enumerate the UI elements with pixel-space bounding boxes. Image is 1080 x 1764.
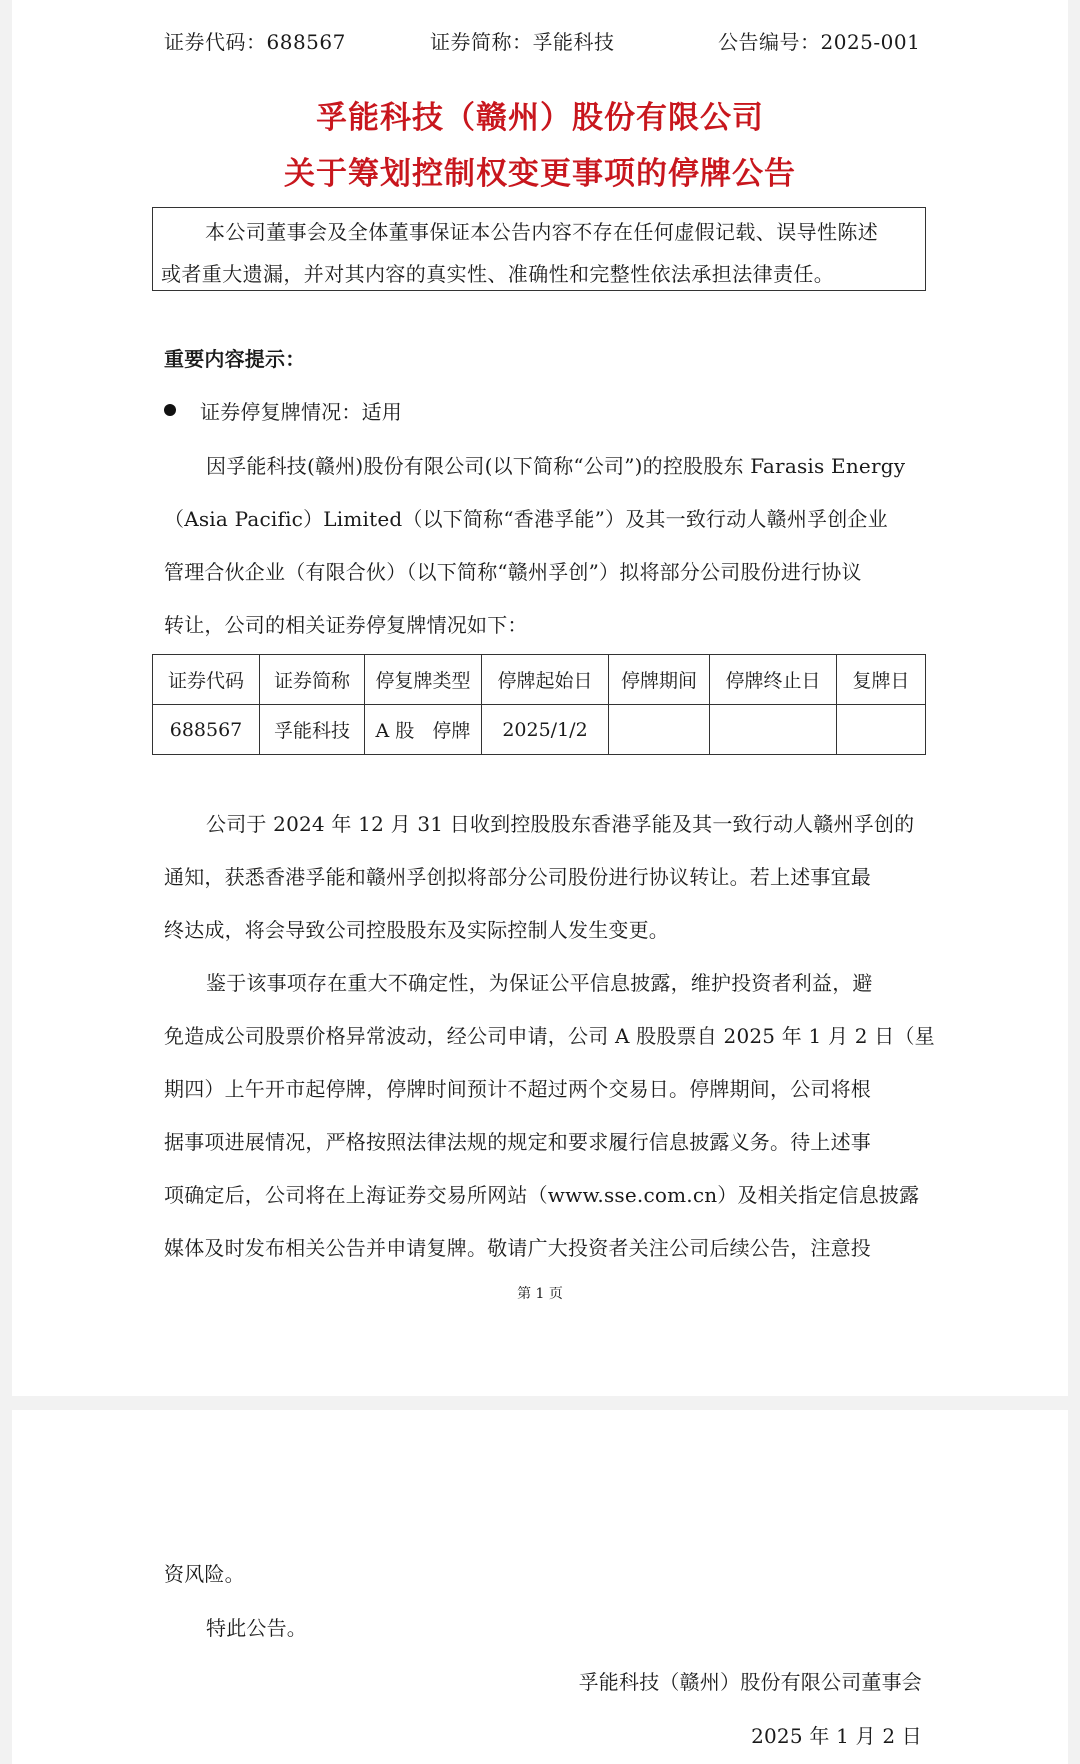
bullet-suspension-status: 证券停复牌情况：适用	[200, 400, 402, 424]
table-header-cell: 停牌终止日	[710, 655, 837, 705]
continuation-text: 资风险。	[164, 1562, 245, 1586]
table-row	[153, 705, 926, 755]
security-abbreviation: 证券简称：孚能科技	[430, 30, 615, 54]
suspension-table	[152, 654, 926, 755]
page-number: 第 1 页	[517, 1286, 563, 1302]
table-cell	[837, 705, 926, 755]
table-cell: 孚能科技	[260, 705, 365, 755]
table-cell: 688567	[153, 705, 260, 755]
bullet-icon	[164, 404, 176, 416]
document-page-2	[12, 1410, 1068, 1764]
notice-number: 公告编号：2025-001	[718, 30, 921, 54]
security-code: 证券代码：688567	[164, 30, 346, 54]
document-page-1	[12, 0, 1068, 1396]
para1-line-1: 因孚能科技(赣州)股份有限公司(以下简称“公司”)的控股股东 Farasis Energy	[206, 454, 906, 478]
para3-line-1: 鉴于该事项存在重大不确定性，为保证公平信息披露，维护投资者利益，避	[206, 971, 873, 995]
para3-line-5: 项确定后，公司将在上海证券交易所网站（www.sse.com.cn）及相关指定信息披露	[164, 1183, 920, 1207]
para2-line-1: 公司于 2024 年 12 月 31 日收到控股股东香港孚能及其一致行动人赣州孚创的	[206, 812, 915, 836]
para1-line-4: 转让，公司的相关证券停复牌情况如下：	[164, 613, 528, 637]
para1-line-2: （Asia Pacific）Limited（以下简称“香港孚能”）及其一致行动人赣州孚创企业	[164, 507, 888, 531]
table-cell	[710, 705, 837, 755]
important-heading: 重要内容提示：	[164, 347, 306, 371]
table-header-cell: 证券简称	[260, 655, 365, 705]
para3-line-3: 期四）上午开市起停牌，停牌时间预计不超过两个交易日。停牌期间，公司将根	[164, 1077, 871, 1101]
table-header-row	[153, 655, 926, 705]
declaration-box	[152, 207, 926, 291]
table-cell: 2025/1/2	[482, 705, 609, 755]
para3-line-4: 据事项进展情况，严格按照法律法规的规定和要求履行信息披露义务。待上述事	[164, 1130, 871, 1154]
para2-line-2: 通知，获悉香港孚能和赣州孚创拟将部分公司股份进行协议转让。若上述事宜最	[164, 865, 871, 889]
table-header-cell: 停牌期间	[609, 655, 710, 705]
title-company: 孚能科技（赣州）股份有限公司	[316, 100, 764, 136]
table-header-cell: 复牌日	[837, 655, 926, 705]
title-subject: 关于筹划控制权变更事项的停牌公告	[284, 156, 796, 192]
declaration-line-1: 本公司董事会及全体董事保证本公告内容不存在任何虚假记载、误导性陈述	[205, 220, 879, 244]
para1-line-3: 管理合伙企业（有限合伙）（以下简称“赣州孚创”）拟将部分公司股份进行协议	[164, 560, 862, 584]
table-header-cell: 停复牌类型	[365, 655, 482, 705]
table-cell	[609, 705, 710, 755]
declaration-line-2: 或者重大遗漏，并对其内容的真实性、准确性和完整性依法承担法律责任。	[161, 262, 835, 286]
table-cell: A 股 停牌	[365, 705, 482, 755]
table-header-cell: 停牌起始日	[482, 655, 609, 705]
closing-text: 特此公告。	[206, 1616, 307, 1640]
signature-date: 2025 年 1 月 2 日	[751, 1724, 922, 1748]
para2-line-3: 终达成，将会导致公司控股股东及实际控制人发生变更。	[164, 918, 669, 942]
signature-board: 孚能科技（赣州）股份有限公司董事会	[578, 1670, 922, 1694]
table-header-cell: 证券代码	[153, 655, 260, 705]
para3-line-2: 免造成公司股票价格异常波动，经公司申请，公司 A 股股票自 2025 年 1 月 2 日（星	[164, 1024, 935, 1048]
para3-line-6: 媒体及时发布相关公告并申请复牌。敬请广大投资者关注公司后续公告，注意投	[164, 1236, 871, 1260]
